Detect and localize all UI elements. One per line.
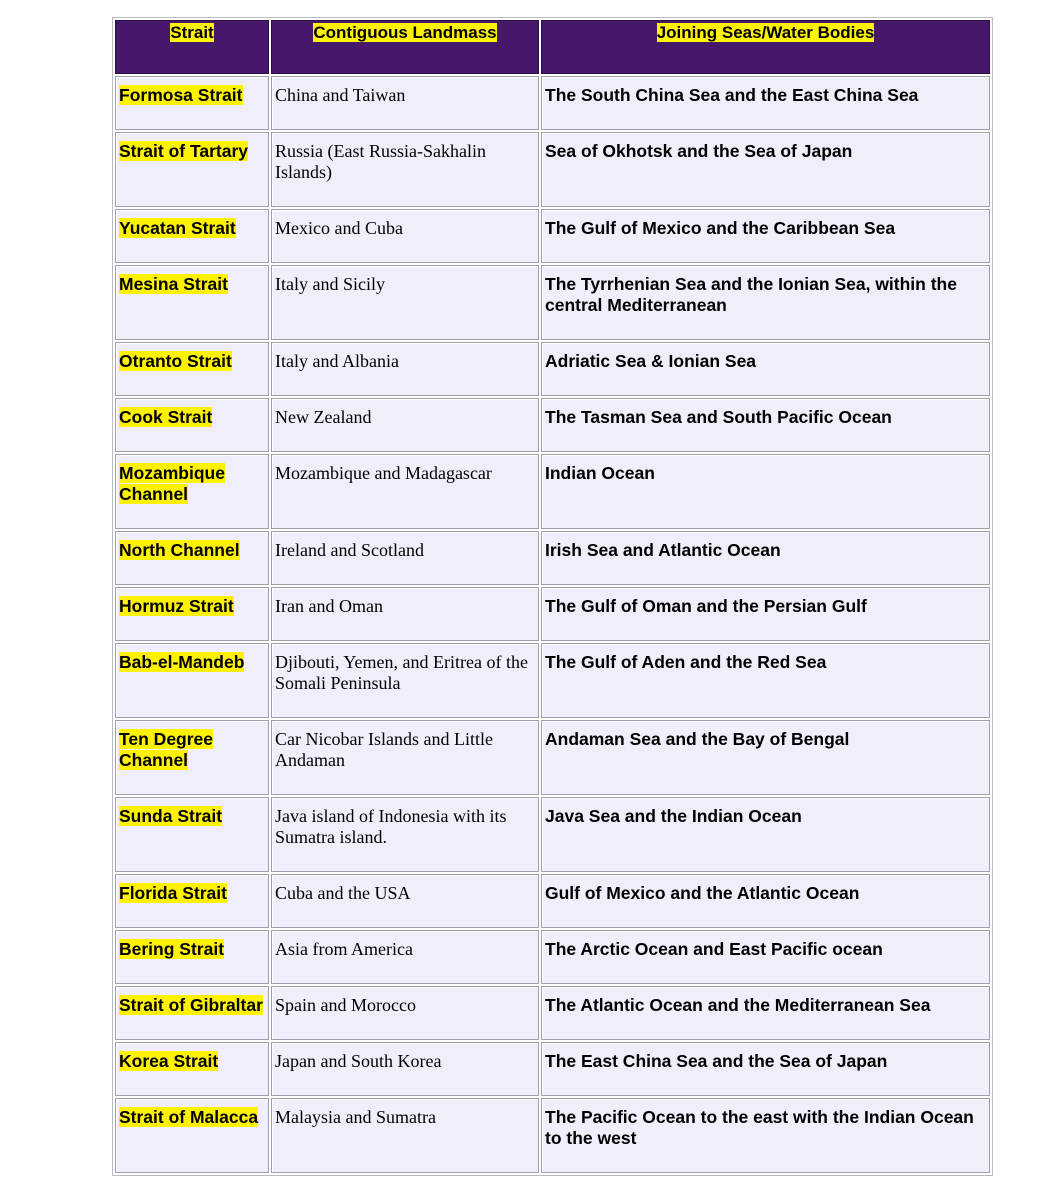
strait-name: Bering Strait bbox=[119, 939, 225, 959]
landmass-cell: Mozambique and Madagascar bbox=[271, 454, 539, 529]
strait-cell bbox=[115, 930, 269, 984]
table-row bbox=[115, 454, 990, 529]
strait-name: Sunda Strait bbox=[119, 806, 223, 826]
table-row bbox=[115, 720, 990, 795]
strait-name: Mesina Strait bbox=[119, 274, 228, 294]
strait-name: Strait of Malacca bbox=[119, 1107, 259, 1127]
seas-cell: The East China Sea and the Sea of Japan bbox=[541, 1042, 990, 1096]
seas-cell: The Atlantic Ocean and the Mediterranean Sea bbox=[541, 986, 990, 1040]
landmass-cell: China and Taiwan bbox=[271, 76, 539, 130]
seas-cell: The Tyrrhenian Sea and the Ionian Sea, within the central Mediterranean bbox=[541, 265, 990, 340]
header-landmass-label: Contiguous Landmass bbox=[313, 23, 497, 42]
seas-cell: The Arctic Ocean and East Pacific ocean bbox=[541, 930, 990, 984]
table-row bbox=[115, 342, 990, 396]
strait-cell bbox=[115, 1042, 269, 1096]
strait-name: Yucatan Strait bbox=[119, 218, 236, 238]
straits-table-container bbox=[112, 17, 993, 1176]
seas-cell: Sea of Okhotsk and the Sea of Japan bbox=[541, 132, 990, 207]
table-row bbox=[115, 797, 990, 872]
seas-cell: The Gulf of Oman and the Persian Gulf bbox=[541, 587, 990, 641]
strait-name: Strait of Gibraltar bbox=[119, 995, 263, 1015]
seas-cell: Indian Ocean bbox=[541, 454, 990, 529]
table-row bbox=[115, 643, 990, 718]
landmass-cell: Asia from America bbox=[271, 930, 539, 984]
header-landmass bbox=[271, 20, 539, 74]
strait-name: Strait of Tartary bbox=[119, 141, 249, 161]
strait-cell bbox=[115, 587, 269, 641]
strait-cell bbox=[115, 454, 269, 529]
table-row bbox=[115, 986, 990, 1040]
strait-name: Florida Strait bbox=[119, 883, 227, 903]
landmass-cell: Italy and Sicily bbox=[271, 265, 539, 340]
table-row bbox=[115, 265, 990, 340]
header-row bbox=[115, 20, 990, 74]
seas-cell: The Pacific Ocean to the east with the Indian Ocean to the west bbox=[541, 1098, 990, 1173]
strait-cell bbox=[115, 986, 269, 1040]
strait-cell bbox=[115, 797, 269, 872]
seas-cell: The South China Sea and the East China Sea bbox=[541, 76, 990, 130]
strait-cell bbox=[115, 1098, 269, 1173]
table-row bbox=[115, 587, 990, 641]
strait-cell bbox=[115, 76, 269, 130]
straits-table bbox=[113, 18, 992, 1175]
landmass-cell: Djibouti, Yemen, and Eritrea of the Somali Peninsula bbox=[271, 643, 539, 718]
strait-name: Mozambique Channel bbox=[119, 463, 225, 504]
table-row bbox=[115, 76, 990, 130]
strait-cell bbox=[115, 874, 269, 928]
table-row bbox=[115, 874, 990, 928]
seas-cell: The Gulf of Aden and the Red Sea bbox=[541, 643, 990, 718]
landmass-cell: Ireland and Scotland bbox=[271, 531, 539, 585]
landmass-cell: Italy and Albania bbox=[271, 342, 539, 396]
strait-cell bbox=[115, 398, 269, 452]
seas-cell: The Gulf of Mexico and the Caribbean Sea bbox=[541, 209, 990, 263]
strait-name: Cook Strait bbox=[119, 407, 213, 427]
landmass-cell: Mexico and Cuba bbox=[271, 209, 539, 263]
strait-cell bbox=[115, 265, 269, 340]
strait-cell bbox=[115, 643, 269, 718]
strait-name: Formosa Strait bbox=[119, 85, 243, 105]
landmass-cell: Russia (East Russia-Sakhalin Islands) bbox=[271, 132, 539, 207]
strait-name: Hormuz Strait bbox=[119, 596, 234, 616]
seas-cell: Java Sea and the Indian Ocean bbox=[541, 797, 990, 872]
strait-name: Otranto Strait bbox=[119, 351, 232, 371]
landmass-cell: Java island of Indonesia with its Sumatra island. bbox=[271, 797, 539, 872]
header-strait-label: Strait bbox=[170, 23, 214, 42]
strait-cell bbox=[115, 132, 269, 207]
seas-cell: The Tasman Sea and South Pacific Ocean bbox=[541, 398, 990, 452]
seas-cell: Adriatic Sea & Ionian Sea bbox=[541, 342, 990, 396]
table-row bbox=[115, 531, 990, 585]
landmass-cell: Spain and Morocco bbox=[271, 986, 539, 1040]
strait-name: Korea Strait bbox=[119, 1051, 219, 1071]
seas-cell: Gulf of Mexico and the Atlantic Ocean bbox=[541, 874, 990, 928]
landmass-cell: Japan and South Korea bbox=[271, 1042, 539, 1096]
header-seas bbox=[541, 20, 990, 74]
strait-cell bbox=[115, 209, 269, 263]
strait-cell bbox=[115, 342, 269, 396]
seas-cell: Irish Sea and Atlantic Ocean bbox=[541, 531, 990, 585]
strait-name: Ten Degree Channel bbox=[119, 729, 214, 770]
landmass-cell: Car Nicobar Islands and Little Andaman bbox=[271, 720, 539, 795]
header-strait bbox=[115, 20, 269, 74]
table-row bbox=[115, 1098, 990, 1173]
landmass-cell: New Zealand bbox=[271, 398, 539, 452]
table-row bbox=[115, 132, 990, 207]
header-seas-label: Joining Seas/Water Bodies bbox=[656, 23, 875, 42]
strait-cell bbox=[115, 720, 269, 795]
landmass-cell: Cuba and the USA bbox=[271, 874, 539, 928]
strait-cell bbox=[115, 531, 269, 585]
table-row bbox=[115, 398, 990, 452]
landmass-cell: Malaysia and Sumatra bbox=[271, 1098, 539, 1173]
seas-cell: Andaman Sea and the Bay of Bengal bbox=[541, 720, 990, 795]
landmass-cell: Iran and Oman bbox=[271, 587, 539, 641]
strait-name: Bab-el-Mandeb bbox=[119, 652, 245, 672]
strait-name: North Channel bbox=[119, 540, 240, 560]
table-row bbox=[115, 1042, 990, 1096]
table-row bbox=[115, 930, 990, 984]
table-row bbox=[115, 209, 990, 263]
